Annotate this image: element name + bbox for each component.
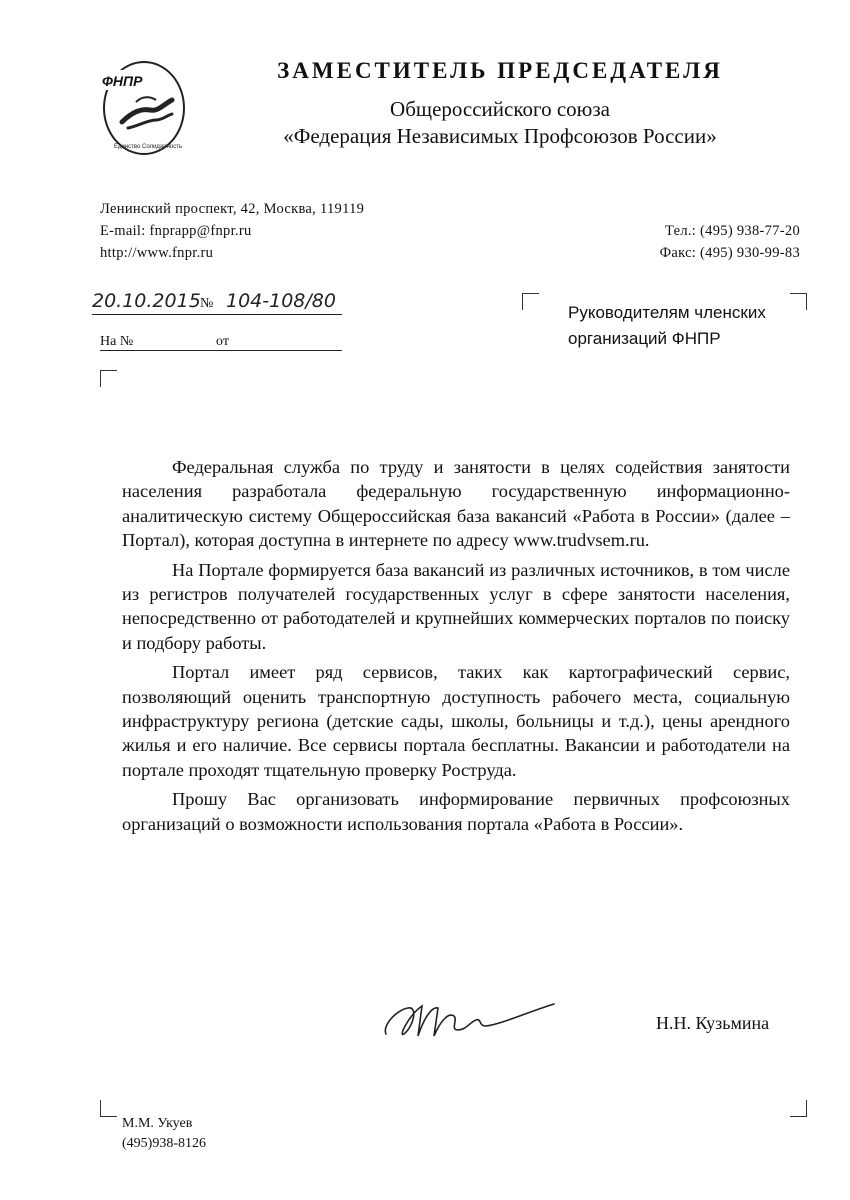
contact-address: Ленинский проспект, 42, Москва, 119119 [100,201,365,217]
svg-text:ФНПР: ФНПР [102,73,143,89]
handwritten-signature [378,996,558,1046]
signer-name: Н.Н. Кузьмина [656,1013,770,1033]
reference-number-label: На № [100,334,134,349]
body-paragraph-4: Прошу Вас организовать информирование первичных профсоюзных организаций о возможности использования портала «Работа в России». [122,789,790,834]
contact-phone: Тел.: (495) 938-77-20 [665,223,800,239]
body-paragraph-1: Федеральная служба по труду и занятости в целях содействия занятости населения разработала федеральную государственную информационно-аналитическую систему Общероссийская база вакансий «Работа в России» (далее – Портал), которая доступна в интернете по адресу www.trudvsem.ru. [122,457,790,551]
addressee-corner-top-left [522,293,539,310]
contact-website: http://www.fnpr.ru [100,245,214,261]
body-paragraph-3: Портал имеет ряд сервисов, таких как картографический сервис, позволяющий оценить транспортную доступность рабочего места, социальную инфраструктуру региона (детские сады, школы, больницы и т.д.), цены арендного жилья и его наличие. Все сервисы портала бесплатны. Вакансии и работодатели на портале проходят тщательную проверку Роструда. [122,662,790,780]
executor-phone: (495)938-8126 [122,1136,206,1151]
letterhead-org-line1: Общероссийского союза [390,97,610,121]
footer-corner-bottom-right [790,1100,807,1117]
executor-name: М.М. Укуев [122,1116,193,1131]
letterhead-org-line2: «Федерация Независимых Профсоюзов России» [283,124,717,148]
body-paragraph-2: На Портале формируется база вакансий из различных источников, в том числе из регистров получателей государственных услуг в сфере занятости населения, непосредственно от работодателей и крупнейших коммерческих порталов по поиску и подбору работы. [122,559,790,653]
registration-number: 104-108/80 [226,290,336,312]
addressee-block [568,300,766,352]
letterhead-title: ЗАМЕСТИТЕЛЬ ПРЕДСЕДАТЕЛЯ [277,58,723,83]
fnpr-logo [94,56,190,160]
registration-date: 20.10.2015 [92,290,201,312]
contact-fax: Факс: (495) 930-99-83 [659,245,800,261]
registration-number-label: № [200,296,214,311]
addressee-line2: организаций ФНПР [568,329,721,348]
letter-body [122,455,790,841]
addressee-corner-top-right [790,293,807,310]
subject-corner-top-left [100,370,117,387]
contact-block-left [100,198,364,264]
footer-corner-bottom-left [100,1100,117,1117]
contact-block-right [660,220,800,264]
executor-block [122,1114,206,1154]
svg-text:Единство Солидарность: Единство Солидарность [114,144,183,150]
contact-email: E-mail: fnprapp@fnpr.ru [100,223,252,239]
addressee-line1: Руководителям членских [568,303,766,322]
reference-from-label: от [216,334,229,349]
